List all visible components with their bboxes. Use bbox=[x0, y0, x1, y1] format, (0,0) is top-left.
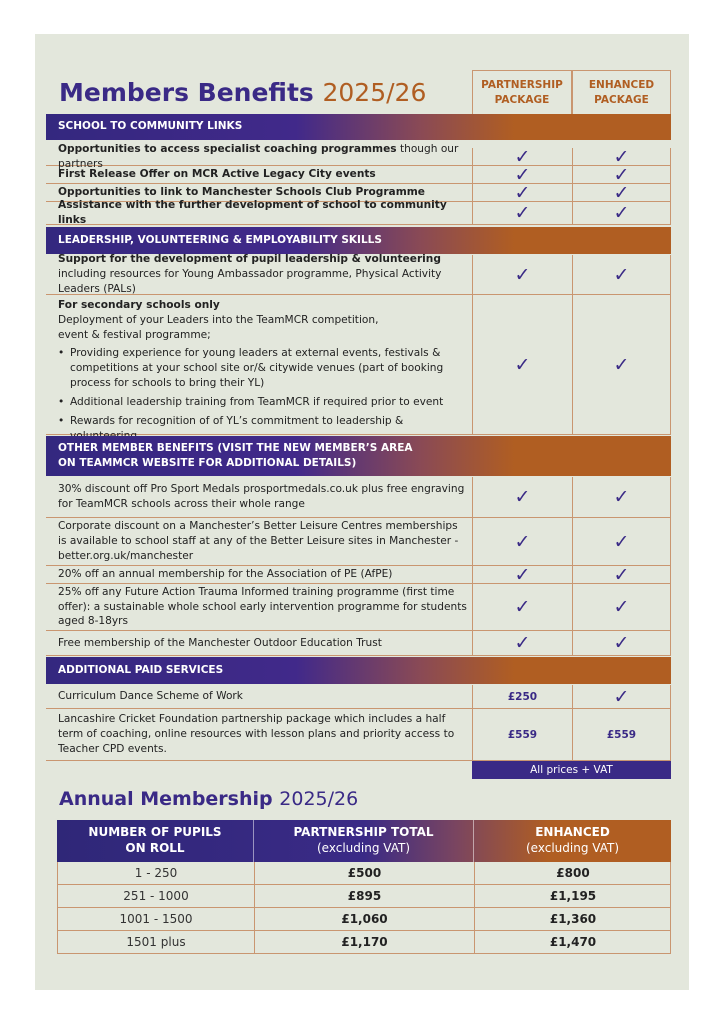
table-row bbox=[46, 685, 671, 709]
annual-title-text: Annual Membership bbox=[59, 788, 273, 810]
table-row bbox=[46, 563, 671, 586]
table-row bbox=[46, 477, 671, 518]
table-row bbox=[46, 295, 671, 435]
row-line: event & festival programme; bbox=[58, 328, 211, 341]
row-text: First Release Offer on MCR Active Legacy City events bbox=[58, 168, 376, 181]
enhanced-check: ✓ bbox=[572, 295, 671, 434]
pupils-cell: 1001 - 1500 bbox=[119, 912, 193, 926]
header-line: PACKAGE bbox=[594, 93, 649, 106]
header-sub: (excluding VAT) bbox=[317, 841, 410, 855]
table-row bbox=[46, 199, 671, 226]
page-title bbox=[59, 78, 426, 107]
annual-title-year: 2025/26 bbox=[279, 788, 359, 810]
bullet-dot: • bbox=[58, 414, 65, 427]
pupils-header bbox=[57, 820, 253, 862]
row-bold: Support for the development of pupil leadership & volunteering bbox=[58, 253, 441, 266]
price-value: £250 bbox=[507, 690, 538, 703]
row-text: Opportunities to link to Manchester Schools Club Programme bbox=[58, 186, 425, 199]
row-line: Deployment of your Leaders into the TeamMCR competition, bbox=[58, 313, 379, 326]
annual-row bbox=[57, 862, 671, 885]
row-heading: For secondary schools only bbox=[58, 299, 220, 311]
row-text: 25% off any Future Action Trauma Informed training programme (first time offer): a sustainable whole school early intervention programme for students aged 8-18yrs bbox=[58, 585, 467, 628]
partnership-check: ✓ bbox=[472, 148, 572, 165]
table-row bbox=[46, 142, 671, 170]
partnership-price bbox=[472, 685, 572, 708]
partnership-cell: £1,060 bbox=[254, 908, 474, 930]
header-sub: (excluding VAT) bbox=[526, 841, 619, 855]
row-text: Assistance with the further development of school to community links bbox=[58, 199, 447, 226]
bullet-text: Additional leadership training from TeamMCR if required prior to event bbox=[70, 395, 444, 408]
section-other-benefits bbox=[46, 436, 671, 476]
enhanced-cell: £1,360 bbox=[474, 908, 671, 930]
partnership-check: ✓ bbox=[472, 166, 572, 183]
enhanced-total-header bbox=[473, 820, 671, 862]
enhanced-check: ✓ bbox=[572, 477, 671, 517]
section-title: ADDITIONAL PAID SERVICES bbox=[58, 663, 224, 676]
title-year: 2025/26 bbox=[322, 78, 427, 107]
table-row bbox=[46, 631, 671, 656]
partnership-check: ✓ bbox=[472, 295, 572, 434]
enhanced-check: ✓ bbox=[572, 148, 671, 165]
enhanced-check: ✓ bbox=[572, 631, 671, 655]
row-text bbox=[58, 295, 468, 434]
partnership-check: ✓ bbox=[472, 202, 572, 224]
enhanced-check: ✓ bbox=[572, 166, 671, 183]
partnership-check: ✓ bbox=[472, 518, 572, 565]
table-row bbox=[46, 584, 671, 631]
row-text bbox=[58, 255, 468, 294]
partnership-check: ✓ bbox=[472, 184, 572, 201]
bullet-dot: • bbox=[58, 395, 65, 408]
header-line: ON ROLL bbox=[125, 841, 185, 855]
partnership-check: ✓ bbox=[472, 566, 572, 583]
bullet-item bbox=[58, 346, 468, 390]
annual-row bbox=[57, 908, 671, 931]
section-school-community bbox=[46, 114, 671, 140]
enhanced-cell: £1,470 bbox=[474, 931, 671, 953]
row-rest: though our partners bbox=[58, 142, 459, 170]
header-line: NUMBER OF PUPILS bbox=[88, 825, 222, 840]
partnership-cell: £895 bbox=[254, 885, 474, 907]
pupils-cell: 251 - 1000 bbox=[123, 889, 189, 903]
enhanced-cell: £1,195 bbox=[474, 885, 671, 907]
table-row bbox=[46, 163, 671, 186]
pupils-cell: 1501 plus bbox=[126, 935, 186, 949]
header-main: ENHANCED bbox=[535, 825, 610, 840]
partnership-price bbox=[472, 709, 572, 760]
enhanced-check: ✓ bbox=[572, 255, 671, 294]
annual-table-header bbox=[57, 820, 671, 862]
row-text: Free membership of the Manchester Outdoor Education Trust bbox=[58, 636, 382, 649]
partnership-total-header bbox=[253, 820, 473, 862]
bullet-item bbox=[58, 395, 468, 410]
section-leadership bbox=[46, 227, 671, 254]
annual-row bbox=[57, 885, 671, 908]
section-paid-services bbox=[46, 657, 671, 684]
enhanced-check: ✓ bbox=[572, 584, 671, 630]
benefits-page bbox=[35, 34, 689, 990]
section-title: ON TEAMMCR WEBSITE FOR ADDITIONAL DETAILS) bbox=[58, 457, 357, 469]
header-line: PACKAGE bbox=[494, 93, 550, 106]
section-title: LEADERSHIP, VOLUNTEERING & EMPLOYABILITY SKILLS bbox=[58, 233, 382, 246]
row-rest: including resources for Young Ambassador programme, Physical Activity Leaders (PALs) bbox=[58, 268, 442, 295]
row-text: 20% off an annual membership for the Association of PE (AfPE) bbox=[58, 568, 393, 581]
table-row bbox=[46, 518, 671, 566]
table-row bbox=[46, 709, 671, 761]
row-text bbox=[58, 142, 468, 170]
price-value: £559 bbox=[606, 728, 637, 741]
partnership-check: ✓ bbox=[472, 255, 572, 294]
partnership-check: ✓ bbox=[472, 631, 572, 655]
title-text: Members Benefits bbox=[59, 78, 314, 107]
header-line: ENHANCED bbox=[588, 79, 655, 92]
partnership-package-header bbox=[472, 70, 572, 114]
enhanced-cell: £800 bbox=[474, 862, 671, 884]
header-main: PARTNERSHIP TOTAL bbox=[293, 825, 434, 840]
bullet-text: Providing experience for young leaders at external events, festivals & competitions at your school site or/& citywide venues (part of booking process for schools to bring their YL) bbox=[70, 347, 444, 390]
bullet-dot: • bbox=[58, 347, 65, 360]
annual-row bbox=[57, 931, 671, 954]
vat-note: All prices + VAT bbox=[472, 761, 671, 779]
partnership-check: ✓ bbox=[472, 477, 572, 517]
annual-title bbox=[59, 788, 358, 810]
enhanced-check: ✓ bbox=[572, 566, 671, 583]
row-text: Curriculum Dance Scheme of Work bbox=[58, 690, 243, 703]
bullet-text: Rewards for recognition of of YL’s commitment to leadership & bbox=[70, 414, 404, 427]
row-bold: Opportunities to access specialist coaching programmes bbox=[58, 142, 397, 155]
header-line: PARTNERSHIP bbox=[481, 79, 563, 92]
enhanced-check: ✓ bbox=[572, 685, 671, 708]
table-row bbox=[46, 255, 671, 295]
enhanced-package-header bbox=[572, 70, 671, 114]
enhanced-check: ✓ bbox=[572, 184, 671, 201]
section-title: SCHOOL TO COMMUNITY LINKS bbox=[58, 120, 243, 133]
enhanced-check: ✓ bbox=[572, 518, 671, 565]
row-text: 30% discount off Pro Sport Medals prosportmedals.co.uk plus free engraving for TeamMCR schools across their whole range bbox=[58, 483, 465, 510]
partnership-check: ✓ bbox=[472, 584, 572, 630]
section-title: OTHER MEMBER BENEFITS (VISIT THE NEW MEMBER’S AREA bbox=[58, 441, 413, 454]
price-value: £559 bbox=[507, 728, 538, 741]
enhanced-price bbox=[572, 709, 671, 760]
row-text: Corporate discount on a Manchester’s Better Leisure Centres memberships is available to school staff at any of the Better Leisure sites in Manchester - better.org.uk/manchester bbox=[58, 520, 459, 562]
row-text: Lancashire Cricket Foundation partnership package which includes a half term of coaching, online resources with lesson plans and priority access to Teacher CPD events. bbox=[58, 713, 455, 755]
partnership-cell: £500 bbox=[254, 862, 474, 884]
partnership-cell: £1,170 bbox=[254, 931, 474, 953]
enhanced-check: ✓ bbox=[572, 202, 671, 224]
pupils-cell: 1 - 250 bbox=[134, 866, 178, 880]
